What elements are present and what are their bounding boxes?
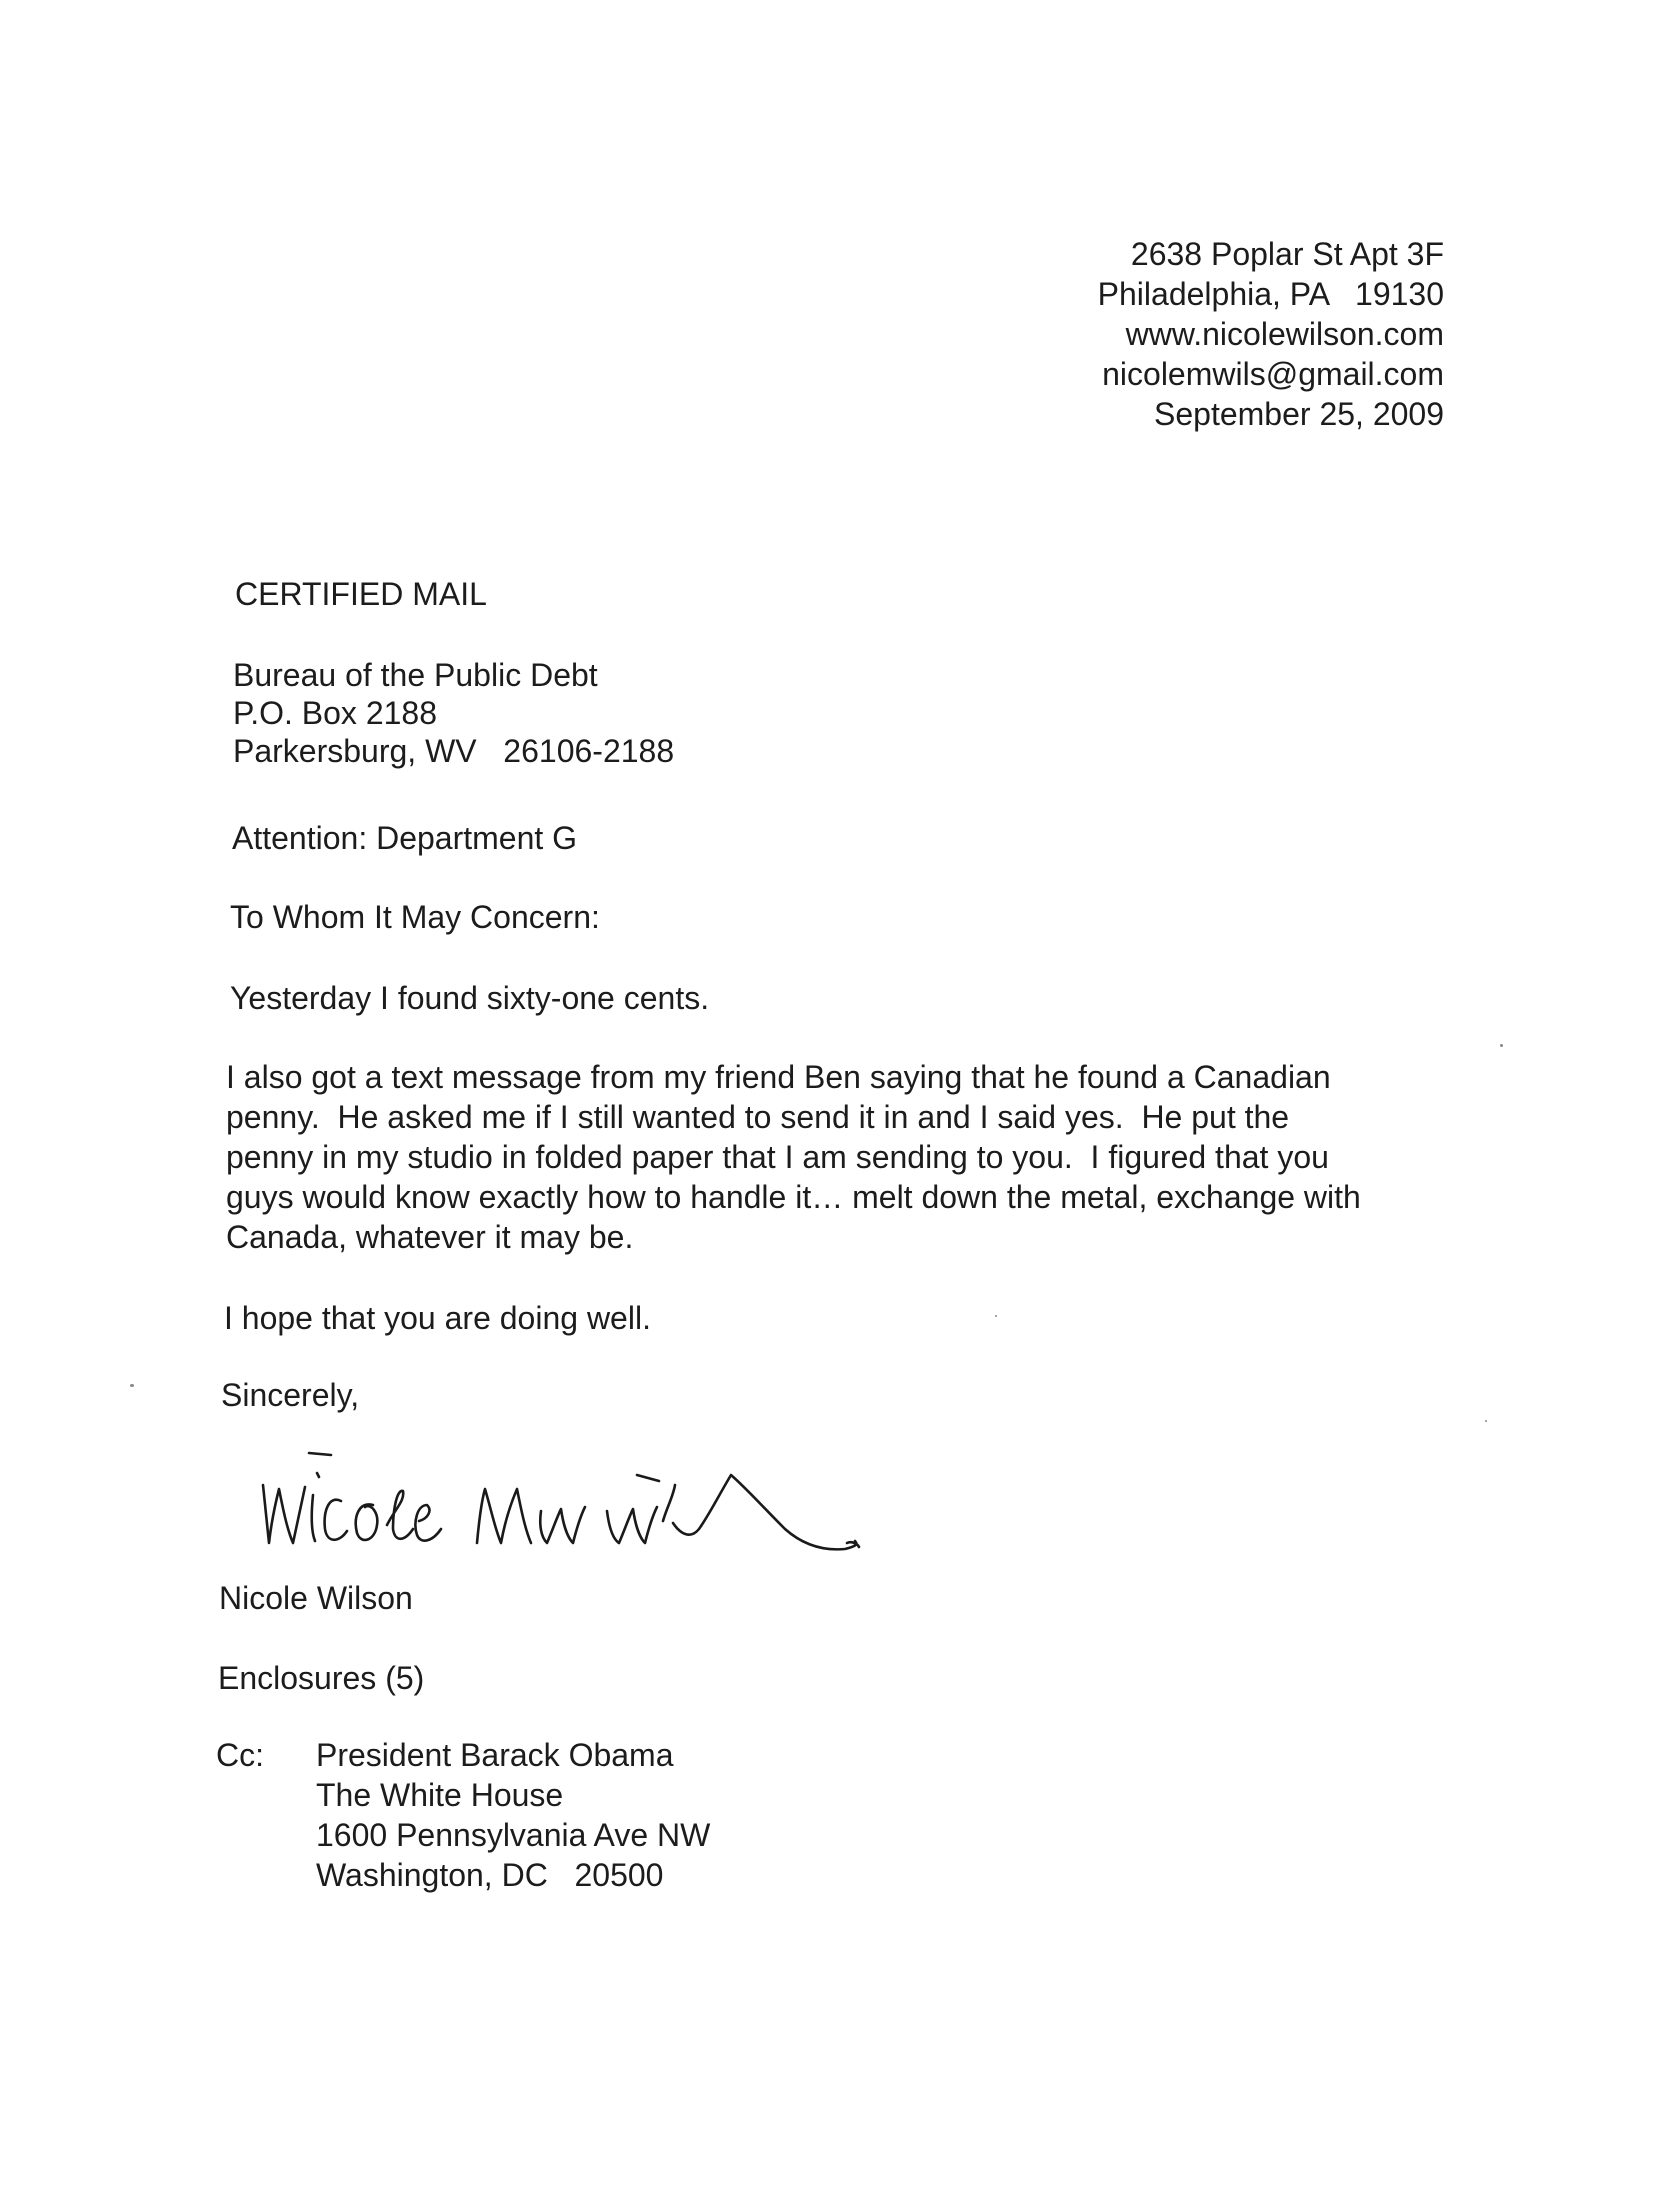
cc-address bbox=[316, 1735, 710, 1895]
cc-line: President Barack Obama bbox=[316, 1737, 674, 1773]
handwritten-signature bbox=[255, 1425, 865, 1575]
sender-street: 2638 Poplar St Apt 3F bbox=[1130, 236, 1444, 272]
closing: Sincerely, bbox=[221, 1377, 360, 1413]
cc-label: Cc: bbox=[216, 1737, 264, 1773]
scan-speck bbox=[1500, 1044, 1503, 1047]
paragraph-line: penny. He asked me if I still wanted to send it in and I said yes. He put the bbox=[226, 1099, 1290, 1135]
paragraph-line: Canada, whatever it may be. bbox=[226, 1219, 634, 1255]
body-paragraph-2 bbox=[226, 1057, 1426, 1257]
scan-speck bbox=[130, 1384, 134, 1387]
cc-line: 1600 Pennsylvania Ave NW bbox=[316, 1817, 711, 1853]
paragraph-line: guys would know exactly how to handle it… melt down the metal, exchange with bbox=[226, 1179, 1361, 1215]
recipient-city: Parkersburg, WV 26106-2188 bbox=[233, 733, 675, 769]
cc-line: The White House bbox=[316, 1777, 564, 1813]
paragraph-line: penny in my studio in folded paper that I am sending to you. I figured that you bbox=[226, 1139, 1329, 1175]
attention-line: Attention: Department G bbox=[232, 820, 578, 856]
cc-line: Washington, DC 20500 bbox=[316, 1857, 664, 1893]
sender-website: www.nicolewilson.com bbox=[1125, 316, 1444, 352]
salutation: To Whom It May Concern: bbox=[230, 899, 600, 935]
recipient-po-box: P.O. Box 2188 bbox=[233, 695, 437, 731]
scan-speck bbox=[995, 1315, 997, 1317]
body-paragraph-1: Yesterday I found sixty-one cents. bbox=[230, 980, 710, 1016]
signer-name: Nicole Wilson bbox=[219, 1580, 413, 1616]
enclosures-line: Enclosures (5) bbox=[218, 1660, 425, 1696]
recipient-name: Bureau of the Public Debt bbox=[233, 657, 598, 693]
delivery-method: CERTIFIED MAIL bbox=[235, 576, 487, 612]
paragraph-line: I also got a text message from my friend Ben saying that he found a Canadian bbox=[226, 1059, 1331, 1095]
sender-city: Philadelphia, PA 19130 bbox=[1097, 276, 1444, 312]
letter-date: September 25, 2009 bbox=[1154, 396, 1444, 432]
sender-email: nicolemwils@gmail.com bbox=[1102, 356, 1444, 392]
recipient-address-block bbox=[233, 656, 674, 770]
scan-speck bbox=[1485, 1420, 1487, 1422]
sender-address-block bbox=[1098, 234, 1444, 434]
body-paragraph-3: I hope that you are doing well. bbox=[224, 1300, 651, 1336]
